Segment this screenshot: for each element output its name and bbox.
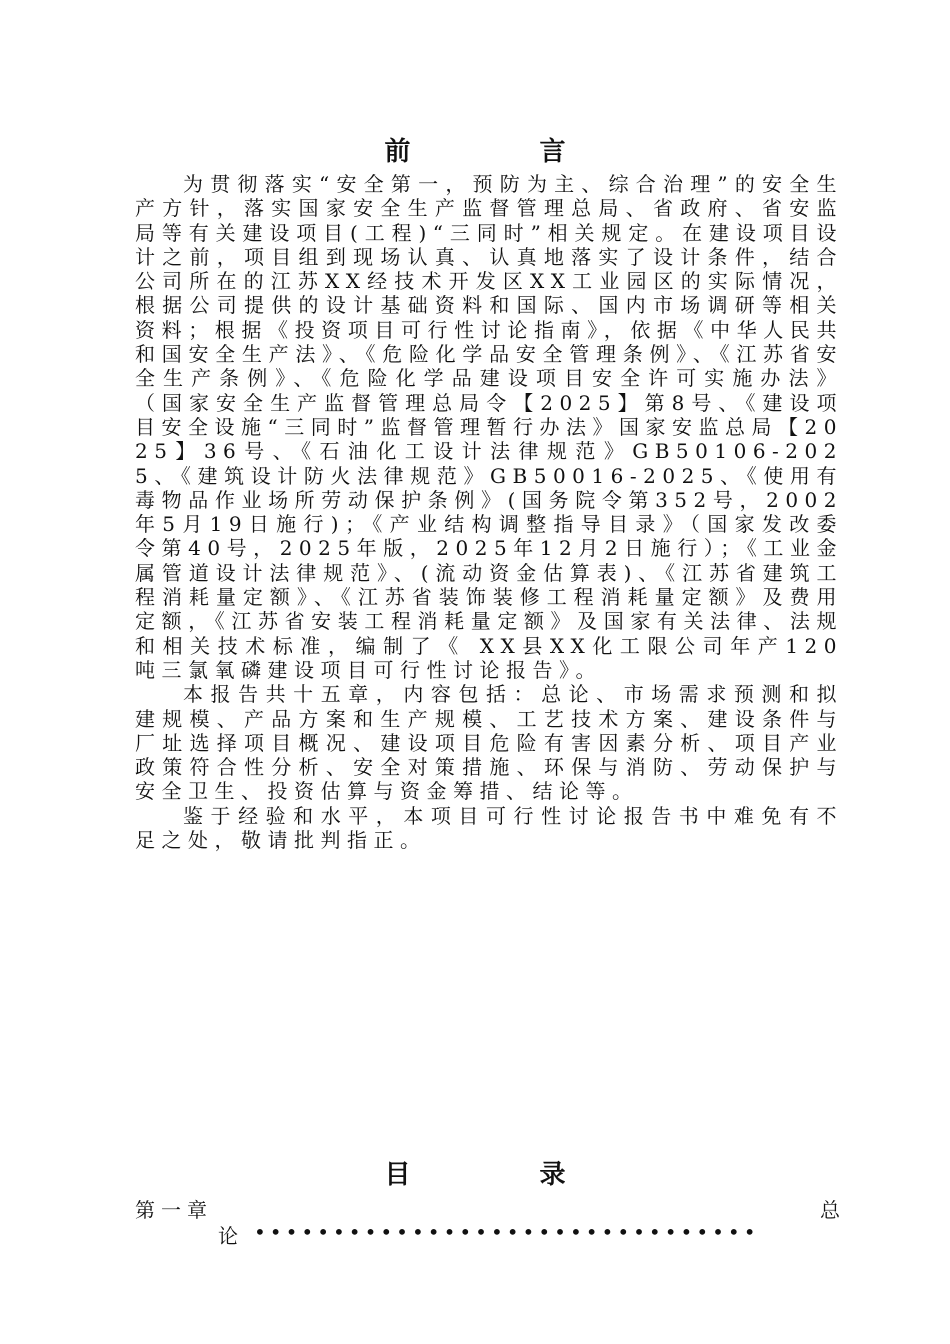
toc-entry-title-end[interactable]: 论 <box>218 1224 244 1248</box>
toc-entry-chapter-label[interactable]: 第一章 <box>135 1198 213 1222</box>
toc-entry-title-start[interactable]: 总 <box>820 1198 846 1222</box>
preface-paragraph-2: 本报告共十五章，内容包括：总论、市场需求预测和拟建规模、产品方案和生产规模、工艺技术方案、建设条件与厂址选择项目概况、建设项目危险有害因素分析、项目产业政策符合性分析、安全对策措施、环保与消防、劳动保护与安全卫生、投资估算与资金筹措、结论等。 <box>135 682 843 804</box>
toc-title: 目 录 <box>384 1160 626 1190</box>
toc-dot-leader: •••••••••••••••••••••••••••••••• <box>254 1220 760 1244</box>
preface-body <box>135 172 843 852</box>
preface-title: 前 言 <box>384 137 626 167</box>
preface-paragraph-3: 鉴于经验和水平，本项目可行性讨论报告书中难免有不足之处，敬请批判指正。 <box>135 803 843 853</box>
preface-paragraph-1: 为贯彻落实“安全第一，预防为主、综合治理”的安全生产方针，落实国家安全生产监督管理总局、省政府、省安监局等有关建设项目(工程)“三同时”相关规定。在建设项目设计之前，项目组到现场认真、认真地落实了设计条件，结合公司所在的江苏XX经技术开发区XX工业园区的实际情况，根据公司提供的设计基础资料和国际、国内市场调研等相关资料；根据《投资项目可行性讨论指南》，依据《中华人民共和国安全生产法》、《危险化学品安全管理条例》、《江苏省安全生产条例》、《危险化学品建设项目安全许可实施办法》（国家安全生产监督管理总局令【2025】第8号、《建设项目安全设施“三同时”监督管理暂行办法》国家安监总局【2025】36号、《石油化工设计法律规范》GB50106-2025、《建筑设计防火法律规范》GB50016-2025、《使用有毒物品作业场所劳动保护条例》(国务院令第352号，2002年5月19日施行)；《产业结构调整指导目录》（国家发改委令第40号，2025年版，2025年12月2日施行）；《工业金属管道设计法律规范》、(流动资金估算表)、《江苏省建筑工程消耗量定额》、《江苏省装饰装修工程消耗量定额》及费用定额，《江苏省安装工程消耗量定额》及国家有关法律、法规和相关技术标准，编制了《 XX县XX化工限公司年产120吨三氯氧磷建设项目可行性讨论报告》。 <box>135 172 843 682</box>
